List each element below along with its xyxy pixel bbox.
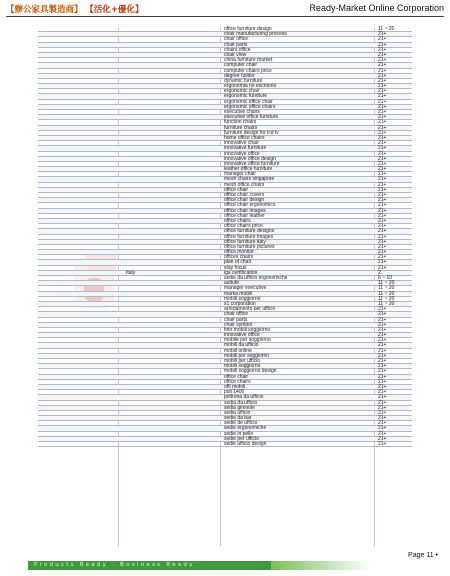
header-right-title: Ready-Market Online Corporation (309, 3, 444, 13)
rank-range-cell: 21+ (378, 145, 387, 152)
keyword-cell: executive office furniture (224, 114, 279, 121)
keyword-cell: chairs office (224, 46, 251, 53)
rank-range-cell: 21+ (378, 238, 387, 245)
rank-range-cell: 21+ (378, 342, 387, 349)
rank-range-cell: 21+ (378, 114, 387, 121)
keyword-cell: mobili soggiorno (224, 363, 261, 370)
keyword-cell: mobili da ufficio (224, 342, 259, 349)
keyword-cell: aultufe (224, 280, 240, 287)
rank-range-cell: 21+ (378, 228, 387, 235)
keyword-cell: marka mobili (224, 290, 253, 297)
rank-range-cell: 21+ (378, 243, 387, 250)
keyword-cell: mobili online (224, 347, 252, 354)
rank-range-cell: 21+ (378, 425, 387, 432)
keyword-cell: x1 corporation (224, 300, 256, 307)
keyword-cell: sedie ufficio design (224, 441, 267, 447)
keyword-cell: sedie ergonomiche (224, 425, 267, 432)
keyword-cell: ergonomic office chair (224, 98, 273, 105)
keyword-cell: chair manufacturing process (224, 31, 287, 38)
rank-range-cell: 21+ (378, 46, 387, 53)
rank-range-cell: 21+ (378, 259, 387, 266)
keyword-cell: ergonomic office chairs (224, 103, 276, 110)
keyword-cell: computer chairs price (224, 67, 272, 74)
rank-range-cell: 21+ (378, 368, 387, 375)
rank-range-cell: 21+ (378, 383, 387, 390)
keyword-cell: innovative chair (224, 140, 259, 147)
keyword-cell: office furniture images (224, 233, 274, 240)
header-left-title (6, 3, 143, 15)
keyword-cell: sedie de ufficio (224, 420, 258, 427)
rank-range-cell: 21+ (378, 155, 387, 162)
keyword-cell: degree holder (224, 72, 255, 79)
keyword-cell: chair parts (224, 41, 248, 48)
keyword-cell: chair parts (224, 316, 248, 323)
rank-range-cell: 21+ (378, 389, 387, 396)
rank-range-cell: 21+ (378, 160, 387, 167)
keyword-cell: office furniture pictures (224, 243, 275, 250)
rank-range-cell: 21+ (378, 347, 387, 354)
keyword-cell: dynamic furniture (224, 77, 263, 84)
keyword-cell: office chair (224, 373, 249, 380)
keyword-cell: office chair (224, 186, 249, 193)
rank-range-cell: 2 (378, 269, 381, 276)
keyword-cell: innovative furniture (224, 145, 267, 152)
rank-range-cell: 21+ (378, 171, 387, 178)
keyword-cell: function chairs (224, 119, 257, 126)
keyword-cell: foto mobili soggiorno (224, 326, 271, 333)
rank-range-cell: 21+ (378, 202, 387, 209)
keyword-cell: offices chairs (224, 254, 254, 261)
keyword-cell: manager executive (224, 285, 267, 292)
keyword-cell: office chair design (224, 197, 265, 204)
keyword-cell: furniture chairs (224, 124, 258, 131)
keyword-cell: chair symbol (224, 321, 253, 328)
company-type-label: 【辦公家具製造商】 (6, 5, 83, 15)
keyword-cell: stay focus (224, 264, 247, 271)
keyword-cell: offi mobili (224, 383, 246, 390)
rank-range-cell: 21+ (378, 326, 387, 333)
keyword-cell: sedia girevole (224, 404, 255, 411)
keyword-cell: innovative office (224, 332, 260, 339)
keyword-cell: leather office furniture (224, 166, 273, 173)
rank-range-cell: 11 ~ 20 (378, 295, 395, 302)
keyword-cell: mobili per ufficio (224, 358, 261, 364)
keyword-cell: ergonomia no escritorio (224, 83, 277, 90)
keyword-cell: mesh chairs singapore (224, 176, 275, 183)
rank-range-cell: 21+ (378, 197, 387, 204)
rank-range-cell: 21+ (378, 62, 387, 69)
keyword-cell: poli 1400 (224, 389, 245, 396)
rank-range-cell: 21+ (378, 124, 387, 131)
keyword-cell: office chairs price (224, 223, 263, 230)
rank-range-cell: 11 ~ 20 (378, 285, 395, 292)
rank-range-cell: 21+ (378, 399, 387, 406)
rank-range-cell: 21+ (378, 217, 387, 224)
rank-range-cell: 21+ (378, 57, 387, 64)
keyword-cell: home office chairs (224, 134, 265, 141)
rank-range-cell: 21+ (378, 409, 387, 416)
rank-range-cell: 21+ (378, 119, 387, 126)
keyword-cell: mobili per soggiorno (224, 352, 270, 359)
keyword-cell: china furniture market (224, 57, 273, 64)
rank-range-cell: 21+ (378, 249, 387, 256)
keyword-cell: mesh office chairs (224, 181, 265, 188)
keyword-cell: executive chairs (224, 109, 260, 115)
rank-range-cell: 21+ (378, 150, 387, 157)
keyword-cell: office furniture italy (224, 238, 266, 245)
keyword-cell: office chairs (224, 378, 251, 385)
rank-range-cell: 11 ~ 20 (378, 26, 395, 32)
keyword-cell: lga certification (224, 269, 258, 276)
keyword-cell: office chairs (224, 217, 251, 224)
rank-range-cell: 21+ (378, 332, 387, 339)
rank-range-cell: 21+ (378, 31, 387, 38)
rank-range-cell: 21+ (378, 363, 387, 370)
keyword-cell: sedie per ufficio (224, 435, 259, 442)
rank-range-cell: 21+ (378, 207, 387, 214)
rank-range-cell: 21+ (378, 435, 387, 442)
keyword-cell: innovative office design (224, 155, 276, 162)
rank-range-cell: 21+ (378, 306, 387, 313)
rank-range-cell: 21+ (378, 420, 387, 427)
rank-range-cell: 21+ (378, 67, 387, 74)
keyword-cell: office chair covers (224, 192, 265, 198)
rank-range-cell: 21+ (378, 415, 387, 422)
rank-range-cell: 21+ (378, 166, 387, 173)
keyword-cell: computer chair (224, 62, 258, 69)
rank-range-cell: 21+ (378, 77, 387, 84)
footer-banner: Products Ready · Business Ready (28, 561, 271, 570)
page-number: Page 11 • (408, 552, 438, 559)
keyword-cell: office furniture design (224, 26, 272, 32)
footer-banner-fade (271, 561, 371, 570)
rank-range-cell: 21+ (378, 337, 387, 344)
keyword-cell: poltrona da ufficio (224, 394, 264, 401)
rank-range-cell: 21+ (378, 103, 387, 110)
rank-range-cell: 21+ (378, 83, 387, 90)
keyword-cell: mobile per soggiorno (224, 337, 271, 344)
rank-range-cell: 21+ (378, 352, 387, 359)
keyword-cell: office chair images (224, 207, 266, 214)
slogan-label: 【活化+優化】 (85, 5, 144, 15)
rank-range-cell: 21+ (378, 311, 387, 318)
keyword-cell: sedie da ufficio ergonomiche (224, 275, 288, 281)
rank-range-cell: 21+ (378, 41, 387, 48)
rank-range-cell: 21+ (378, 441, 387, 447)
country-cell: Italy (126, 269, 136, 276)
keyword-cell: office chair leather (224, 212, 265, 219)
keyword-cell: furniture design for lcd tv (224, 129, 279, 136)
rank-range-cell: 21+ (378, 140, 387, 147)
keyword-cell: chair office (224, 311, 249, 318)
rank-range-cell: 21+ (378, 134, 387, 141)
keyword-cell: sedia ufficio (224, 409, 251, 416)
keyword-cell: manager chair (224, 171, 256, 178)
rank-range-cell: 21+ (378, 223, 387, 230)
keyword-cell: office monitor (224, 249, 254, 256)
keyword-cell: plan of chair (224, 259, 252, 266)
keyword-cell: mobili soggiorno design (224, 368, 277, 375)
rank-range-cell: 11 ~ 20 (378, 290, 395, 297)
keyword-ranking-table (38, 27, 412, 447)
rank-range-cell: 21+ (378, 98, 387, 105)
rank-range-cell: 21+ (378, 264, 387, 271)
table-row (38, 442, 412, 447)
rank-range-cell: 11 ~ 20 (378, 280, 395, 287)
rank-range-cell: 21+ (378, 93, 387, 100)
rank-range-cell: 21+ (378, 394, 387, 401)
keyword-cell: mobili soggiorno (224, 295, 261, 302)
rank-range-cell: 21+ (378, 129, 387, 136)
keyword-cell: sedia da ufficio (224, 399, 258, 406)
rank-range-cell: 21+ (378, 212, 387, 219)
keyword-cell: chair view (224, 51, 247, 58)
rank-range-cell: 21+ (378, 430, 387, 437)
rank-range-cell: 21+ (378, 88, 387, 95)
rank-range-cell: 21+ (378, 254, 387, 261)
rank-range-cell: 21+ (378, 192, 387, 198)
rank-range-cell: 21+ (378, 51, 387, 58)
rank-range-cell: 21+ (378, 321, 387, 328)
rank-range-cell: 21+ (378, 404, 387, 411)
rank-range-cell: 21+ (378, 109, 387, 115)
header-divider (6, 16, 444, 17)
rank-range-cell: 21+ (378, 373, 387, 380)
keyword-cell: sedie in pelle (224, 430, 254, 437)
keyword-cell: office furniture designs (224, 228, 275, 235)
rank-range-cell: 21+ (378, 233, 387, 240)
rank-range-cell: 21+ (378, 181, 387, 188)
rank-range-cell: 21+ (378, 176, 387, 183)
rank-range-cell: 21+ (378, 186, 387, 193)
keyword-cell: innovative office furniture (224, 160, 280, 167)
keyword-cell: arredamento per ufficio (224, 306, 276, 313)
keyword-cell: sedie da bar (224, 415, 252, 422)
keyword-cell: ergonomic chair (224, 88, 260, 95)
keyword-cell: office chair ergonomics (224, 202, 276, 209)
rank-range-cell: 21+ (378, 378, 387, 385)
rank-range-cell: 21+ (378, 36, 387, 43)
keyword-cell: chair office (224, 36, 249, 43)
rank-range-cell: 6 ~ 10 (378, 275, 393, 281)
keyword-cell: ergonomic furniture (224, 93, 268, 100)
rank-range-cell: 11 ~ 20 (378, 300, 395, 307)
rank-range-cell: 21+ (378, 72, 387, 79)
keyword-cell: innovative office (224, 150, 260, 157)
rank-range-cell: 21+ (378, 358, 387, 364)
rank-range-cell: 21+ (378, 316, 387, 323)
